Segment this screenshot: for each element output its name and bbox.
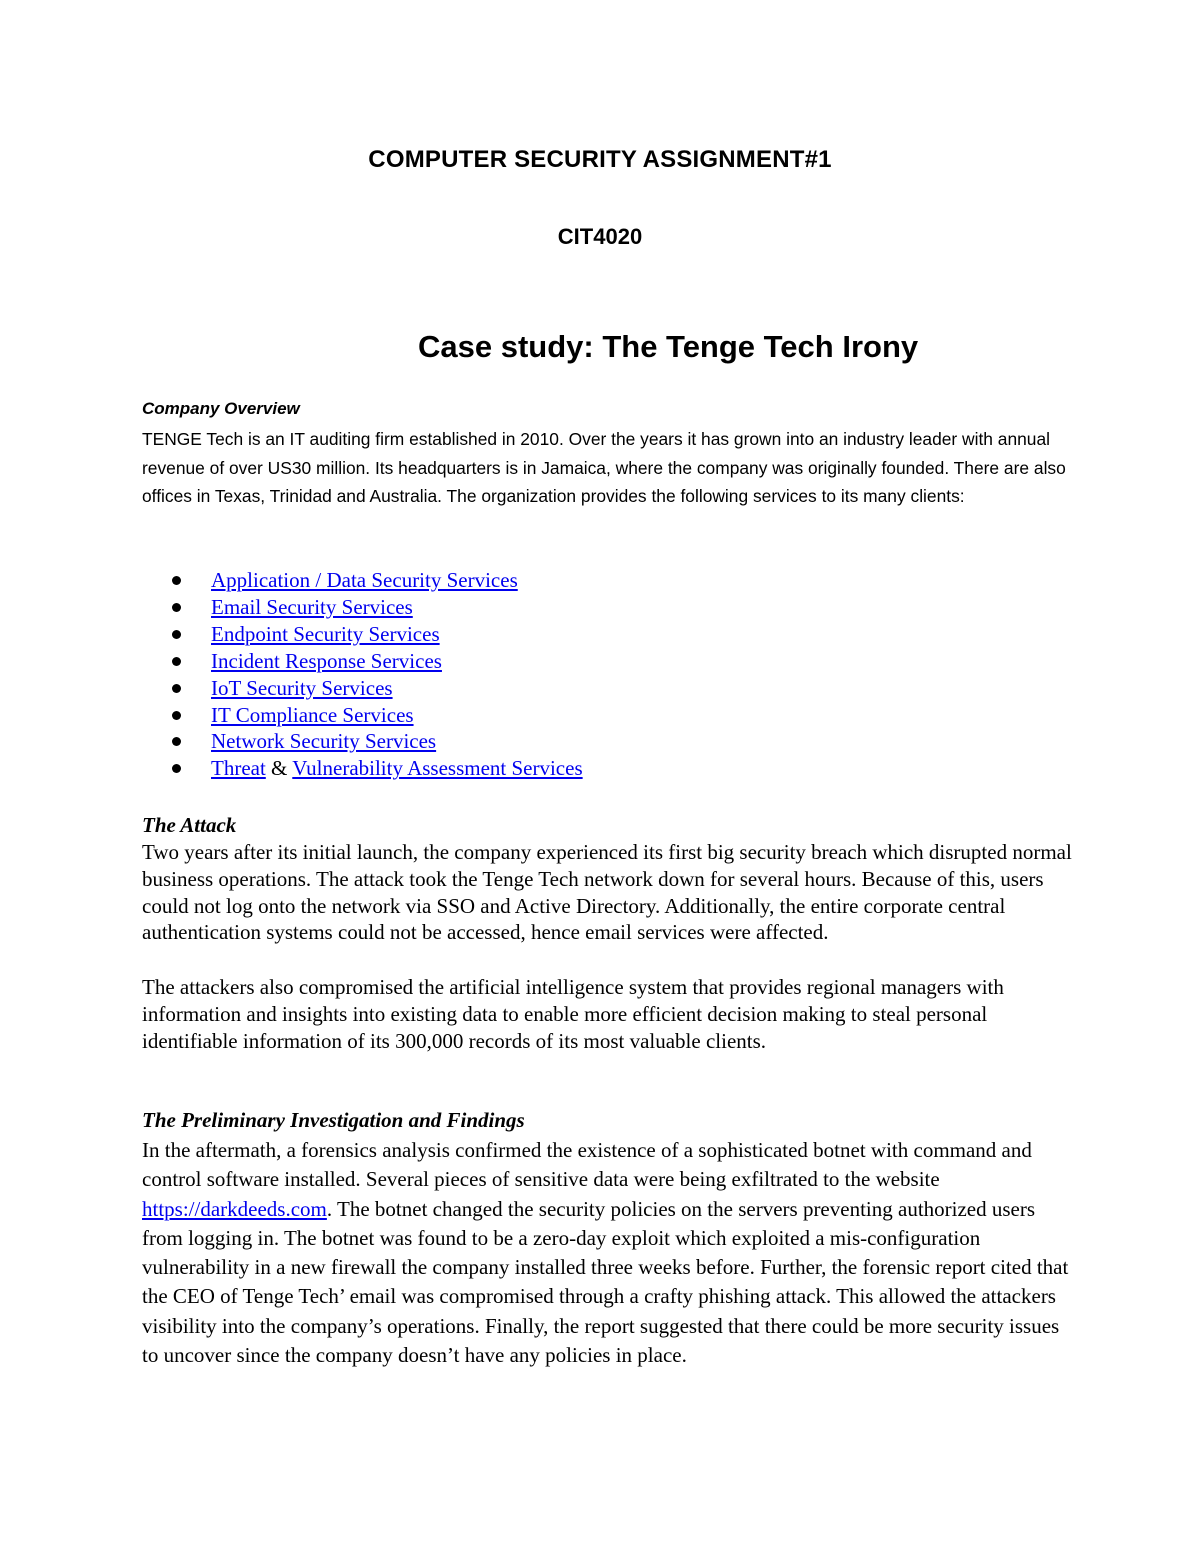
service-link-application-data-security[interactable]: Application / Data Security Services <box>211 568 518 592</box>
bullet-icon <box>172 603 181 612</box>
course-code: CIT4020 <box>557 224 643 249</box>
attack-paragraph-2: The attackers also compromised the artificial intelligence system that provides regional managers with information and insights into existing data to enable more efficient decision making to steal personal identifiable information of its 300,000 records of its most valuable clients. <box>142 975 1004 1053</box>
bullet-icon <box>172 657 181 666</box>
service-link-incident-response[interactable]: Incident Response Services <box>211 648 442 673</box>
bullet-icon <box>172 711 181 720</box>
bullet-icon <box>172 576 181 585</box>
list-item <box>172 755 583 782</box>
service-link-threat[interactable]: Threat <box>211 756 266 781</box>
company-overview-text: TENGE Tech is an IT auditing firm established in 2010. Over the years it has grown into an industry leader with annual revenue of over US30 million. Its headquarters is in Jamaica, where the company was originally founded. There are also offices in Texas, Trinidad and Australia. The organization provides the following services to its many clients: <box>142 429 1066 506</box>
service-link-it-compliance[interactable]: IT Compliance Services <box>211 702 414 727</box>
service-link-email-security[interactable]: Email Security Services <box>211 594 413 619</box>
service-link-network-security[interactable]: Network Security Services <box>211 729 437 754</box>
bullet-icon <box>172 684 181 693</box>
list-item <box>172 702 583 729</box>
services-list <box>172 567 583 782</box>
list-item <box>172 567 583 594</box>
service-link-vulnerability-assessment[interactable]: Vulnerability Assessment Services <box>292 756 583 781</box>
list-item <box>172 675 583 702</box>
bullet-icon <box>172 630 181 639</box>
darkdeeds-link[interactable]: https://darkdeeds.com <box>142 1196 327 1221</box>
bullet-icon <box>172 737 181 746</box>
list-item <box>172 648 583 675</box>
investigation-text-before-link: In the aftermath, a forensics analysis confirmed the existence of a sophisticated botnet with command and control software installed. Several pieces of sensitive data were being exfiltrated to the website <box>142 1138 1032 1192</box>
service-link-iot-security[interactable]: IoT Security Services <box>211 675 393 700</box>
company-overview-heading: Company Overview <box>142 399 300 418</box>
assignment-title: COMPUTER SECURITY ASSIGNMENT#1 <box>368 146 832 173</box>
attack-paragraph-1: Two years after its initial launch, the company experienced its first big security breach which disrupted normal business operations. The attack took the Tenge Tech network down for several hours. Because of this, users could not log onto the network via SSO and Active Directory. Additionally, the entire corporate central authentication systems could not be accessed, hence email services were affected. <box>142 840 1072 945</box>
bullet-icon <box>172 764 181 773</box>
case-study-title: Case study: The Tenge Tech Irony <box>418 329 919 364</box>
investigation-heading: The Preliminary Investigation and Findings <box>142 1108 525 1132</box>
list-item <box>172 594 583 621</box>
investigation-text-after-link: . The botnet changed the security policies on the servers preventing authorized users from logging in. The botnet was found to be a zero-day exploit which exploited a mis-configuration vulnerability in a new firewall the company installed three weeks before. Further, the forensic report cited that the CEO of Tenge Tech’ email was compromised through a crafty phishing attack. This allowed the attackers visibility into the company’s operations. Finally, the report suggested that there could be more security issues to uncover since the company doesn’t have any policies in place. <box>142 1196 1069 1368</box>
list-item <box>172 621 583 648</box>
ampersand-separator: & <box>271 756 288 781</box>
list-item <box>172 728 583 755</box>
service-link-endpoint-security[interactable]: Endpoint Security Services <box>211 621 440 646</box>
investigation-paragraph <box>142 1136 1077 1370</box>
attack-heading: The Attack <box>142 813 237 837</box>
